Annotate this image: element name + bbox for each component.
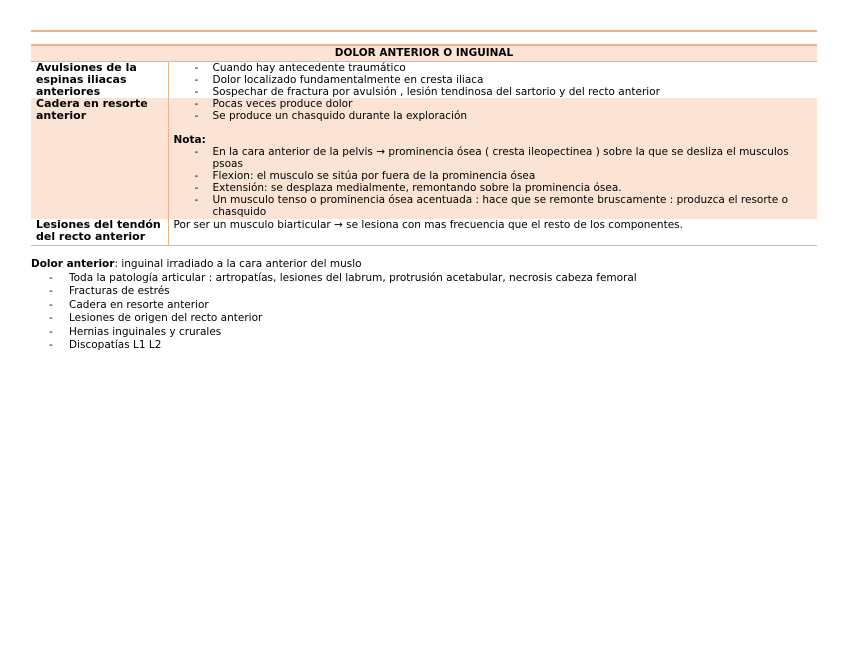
list-item: - Dolor localizado fundamentalmente en cresta iliaca: [174, 74, 813, 86]
row-content-cadera-resorte: [168, 98, 817, 219]
list-item: - Cuando hay antecedente traumático: [174, 62, 813, 74]
summary-lead-bold: Dolor anterior: [31, 258, 115, 270]
summary-lead: [31, 258, 817, 272]
table-row: [31, 98, 817, 219]
list-item: - Toda la patología articular : artropatías, lesiones del labrum, protrusión acetabular, necrosis cabeza femoral: [31, 272, 817, 286]
table-row: [31, 219, 817, 246]
summary-lead-rest: : inguinal irradiado a la cara anterior del muslo: [114, 258, 362, 270]
list-item: - Se produce un chasquido durante la exploración: [174, 110, 813, 122]
list-item: - Cadera en resorte anterior: [31, 299, 817, 313]
list-item: - Pocas veces produce dolor: [174, 98, 813, 110]
list-item: - Flexion: el musculo se sitúa por fuera de la prominencia ósea: [174, 170, 813, 182]
row-content-lesiones-tendon: Por ser un musculo biarticular → se lesiona con mas frecuencia que el resto de los componentes.: [168, 219, 817, 246]
row-content-avulsiones: [168, 62, 817, 99]
list-item: - En la cara anterior de la pelvis → prominencia ósea ( cresta ileopectinea ) sobre la que se desliza el musculos psoas: [174, 146, 813, 170]
row-label-lesiones-tendon: Lesiones del tendón del recto anterior: [31, 219, 168, 246]
list-item: - Un musculo tenso o prominencia ósea acentuada : hace que se remonte bruscamente : produzca el resorte o chasquido: [174, 194, 813, 218]
row-label-cadera-resorte: Cadera en resorte anterior: [31, 98, 168, 219]
summary-section: [31, 258, 817, 353]
top-rule: [31, 30, 817, 32]
document-page: [31, 30, 817, 353]
list-item: - Sospechar de fractura por avulsión , lesión tendinosa del sartorio y del recto anterior: [174, 86, 813, 98]
dolor-anterior-table: [31, 44, 817, 246]
list-item: - Fracturas de estrés: [31, 285, 817, 299]
table-header: DOLOR ANTERIOR O INGUINAL: [31, 45, 817, 62]
list-item: - Hernias inguinales y crurales: [31, 326, 817, 340]
nota-heading: Nota:: [173, 134, 206, 146]
summary-list: [31, 272, 817, 353]
row-label-avulsiones: Avulsiones de la espinas iliacas anteriores: [31, 62, 168, 99]
list-item: - Extensión: se desplaza medialmente, remontando sobre la prominencia ósea.: [174, 182, 813, 194]
table-row: [31, 62, 817, 99]
list-item: - Discopatías L1 L2: [31, 339, 817, 353]
list-item: - Lesiones de origen del recto anterior: [31, 312, 817, 326]
